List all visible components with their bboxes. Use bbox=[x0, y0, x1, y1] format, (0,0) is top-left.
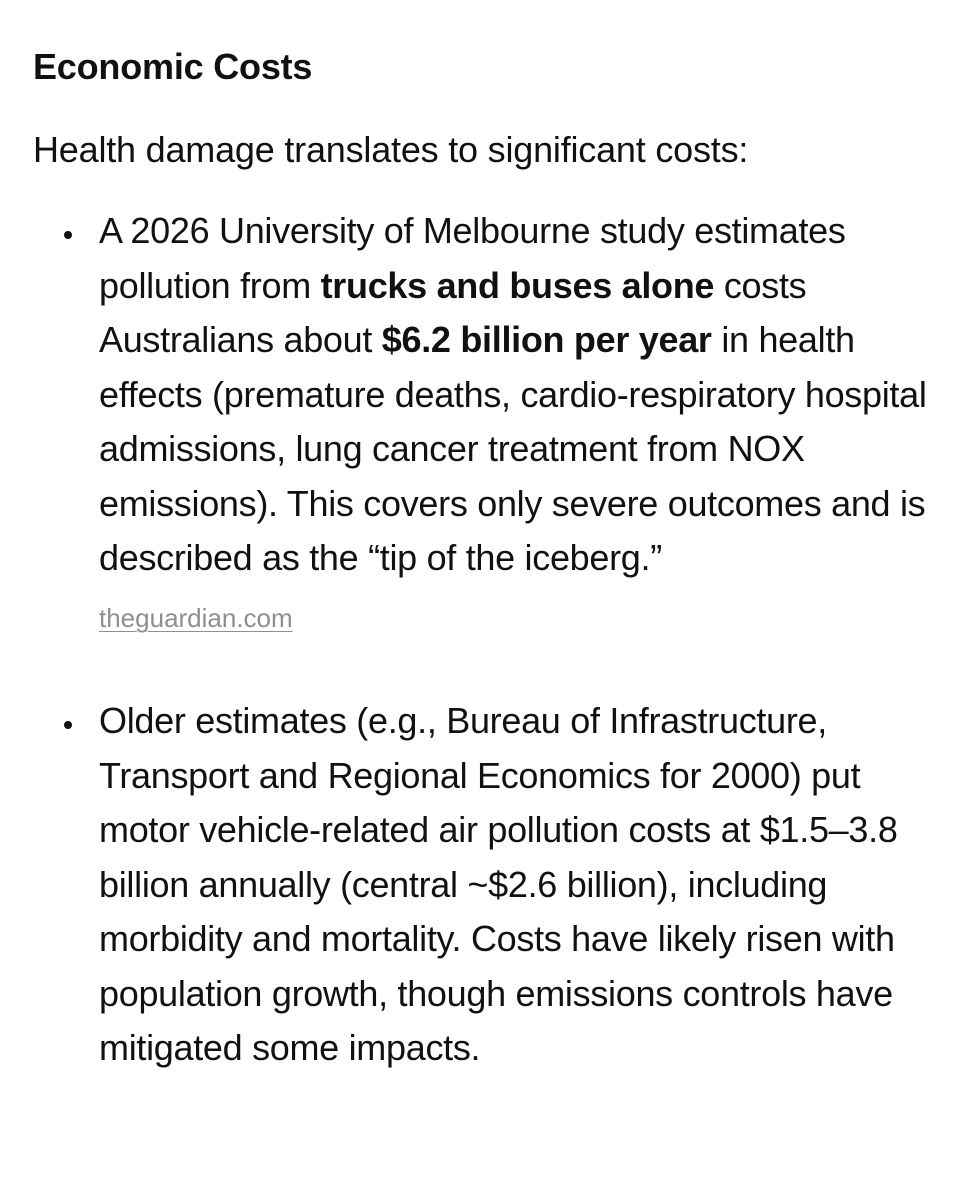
section-heading: Economic Costs bbox=[33, 46, 313, 87]
bullet-text-part: A 2026 University of Melbourne study estimates pollution from bbox=[99, 210, 846, 306]
bullet-text: Older estimates (e.g., Bureau of Infrastructure, Transport and Regional Economics for 2000) put motor vehicle-related air pollution costs at $1.5–3.8 billion annually (central ~$2.6 billion), including morbidity and mortality. Costs have likely risen with population growth, though emissions controls have mitigated some impacts. bbox=[99, 700, 898, 1068]
source-link[interactable]: theguardian.com bbox=[99, 602, 293, 633]
intro-paragraph: Health damage translates to significant costs: bbox=[33, 129, 749, 170]
bold-phrase-trucks-buses: trucks and buses alone bbox=[320, 264, 715, 306]
bullet-text-part: in health effects (premature deaths, cardio-respiratory hospital admissions, lung cancer treatment from NOX emissions). This covers only severe outcomes and is described as the “tip of the iceberg.” bbox=[99, 319, 927, 578]
bold-phrase-cost: $6.2 billion per year bbox=[381, 319, 712, 360]
bullet-dot-icon bbox=[64, 721, 72, 729]
bullet-text-part: costs Australians about bbox=[99, 264, 807, 360]
bullet-dot-icon bbox=[64, 231, 72, 239]
bullet-text bbox=[99, 204, 949, 633]
